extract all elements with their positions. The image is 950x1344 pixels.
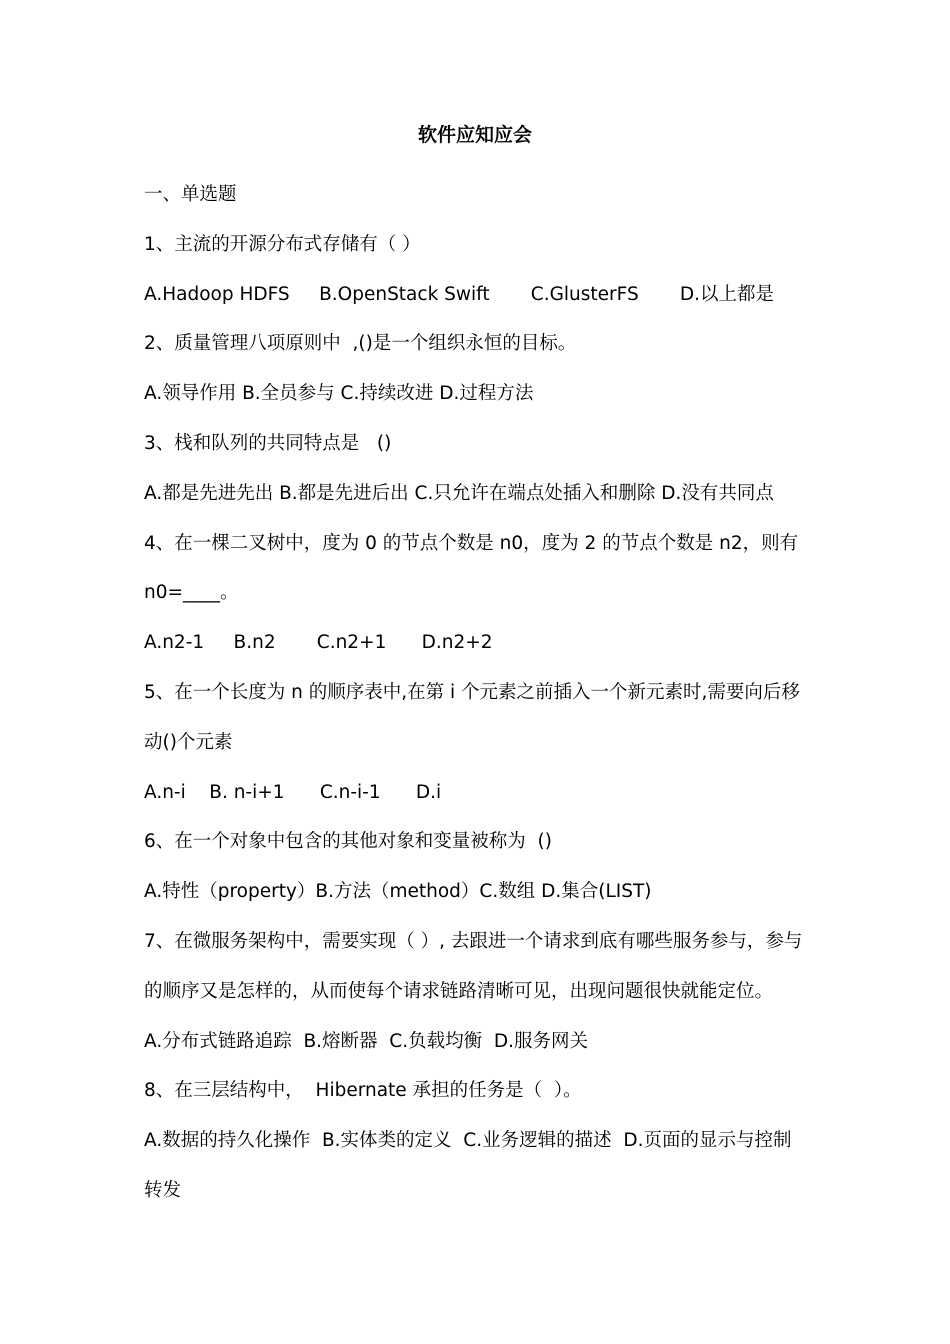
question-2-options: A.领导作用 B.全员参与 C.持续改进 D.过程方法 <box>144 383 534 405</box>
question-2: 2、质量管理八项原则中 ,()是一个组织永恒的目标。 <box>144 333 577 355</box>
question-7: 7、在微服务架构中，需要实现（ ）, 去跟进一个请求到底有哪些服务参与，参与 <box>144 930 803 952</box>
question-4-options: A.n2-1 B.n2 C.n2+1 D.n2+2 <box>144 632 493 654</box>
question-4: 4、在一棵二叉树中，度为 0 的节点个数是 n0，度为 2 的节点个数是 n2，则有 <box>144 532 799 554</box>
question-3: 3、栈和队列的共同特点是 () <box>144 432 392 454</box>
document-title: 软件应知应会 <box>417 124 532 146</box>
question-8-options-continued: 转发 <box>144 1179 182 1201</box>
question-1-options: A.Hadoop HDFS B.OpenStack Swift C.GlusterFS D.以上都是 <box>144 283 775 305</box>
question-5-options: A.n-i B. n-i+1 C.n-i-1 D.i <box>144 781 442 803</box>
question-1: 1、主流的开源分布式存储有（ ） <box>144 233 421 255</box>
question-6: 6、在一个对象中包含的其他对象和变量被称为 () <box>144 831 552 853</box>
question-6-options: A.特性（property）B.方法（method）C.数组 D.集合(LIST) <box>144 881 652 903</box>
question-5: 5、在一个长度为 n 的顺序表中,在第 i 个元素之前插入一个新元素时,需要向后移 <box>144 681 800 703</box>
section-heading: 一、单选题 <box>144 184 237 205</box>
question-8: 8、在三层结构中， Hibernate 承担的任务是（ ）。 <box>144 1080 582 1102</box>
question-4-continued: n0=____。 <box>144 582 239 604</box>
question-7-options: A.分布式链路追踪 B.熔断器 C.负载均衡 D.服务网关 <box>144 1030 588 1052</box>
question-5-continued: 动()个元素 <box>144 731 233 753</box>
question-8-options: A.数据的持久化操作 B.实体类的定义 C.业务逻辑的描述 D.页面的显示与控制 <box>144 1130 792 1152</box>
question-7-continued: 的顺序又是怎样的，从而使每个请求链路清晰可见，出现问题很快就能定位。 <box>144 980 774 1002</box>
question-3-options: A.都是先进先出 B.都是先进后出 C.只允许在端点处插入和删除 D.没有共同点 <box>144 482 774 504</box>
document-body <box>144 170 814 1216</box>
